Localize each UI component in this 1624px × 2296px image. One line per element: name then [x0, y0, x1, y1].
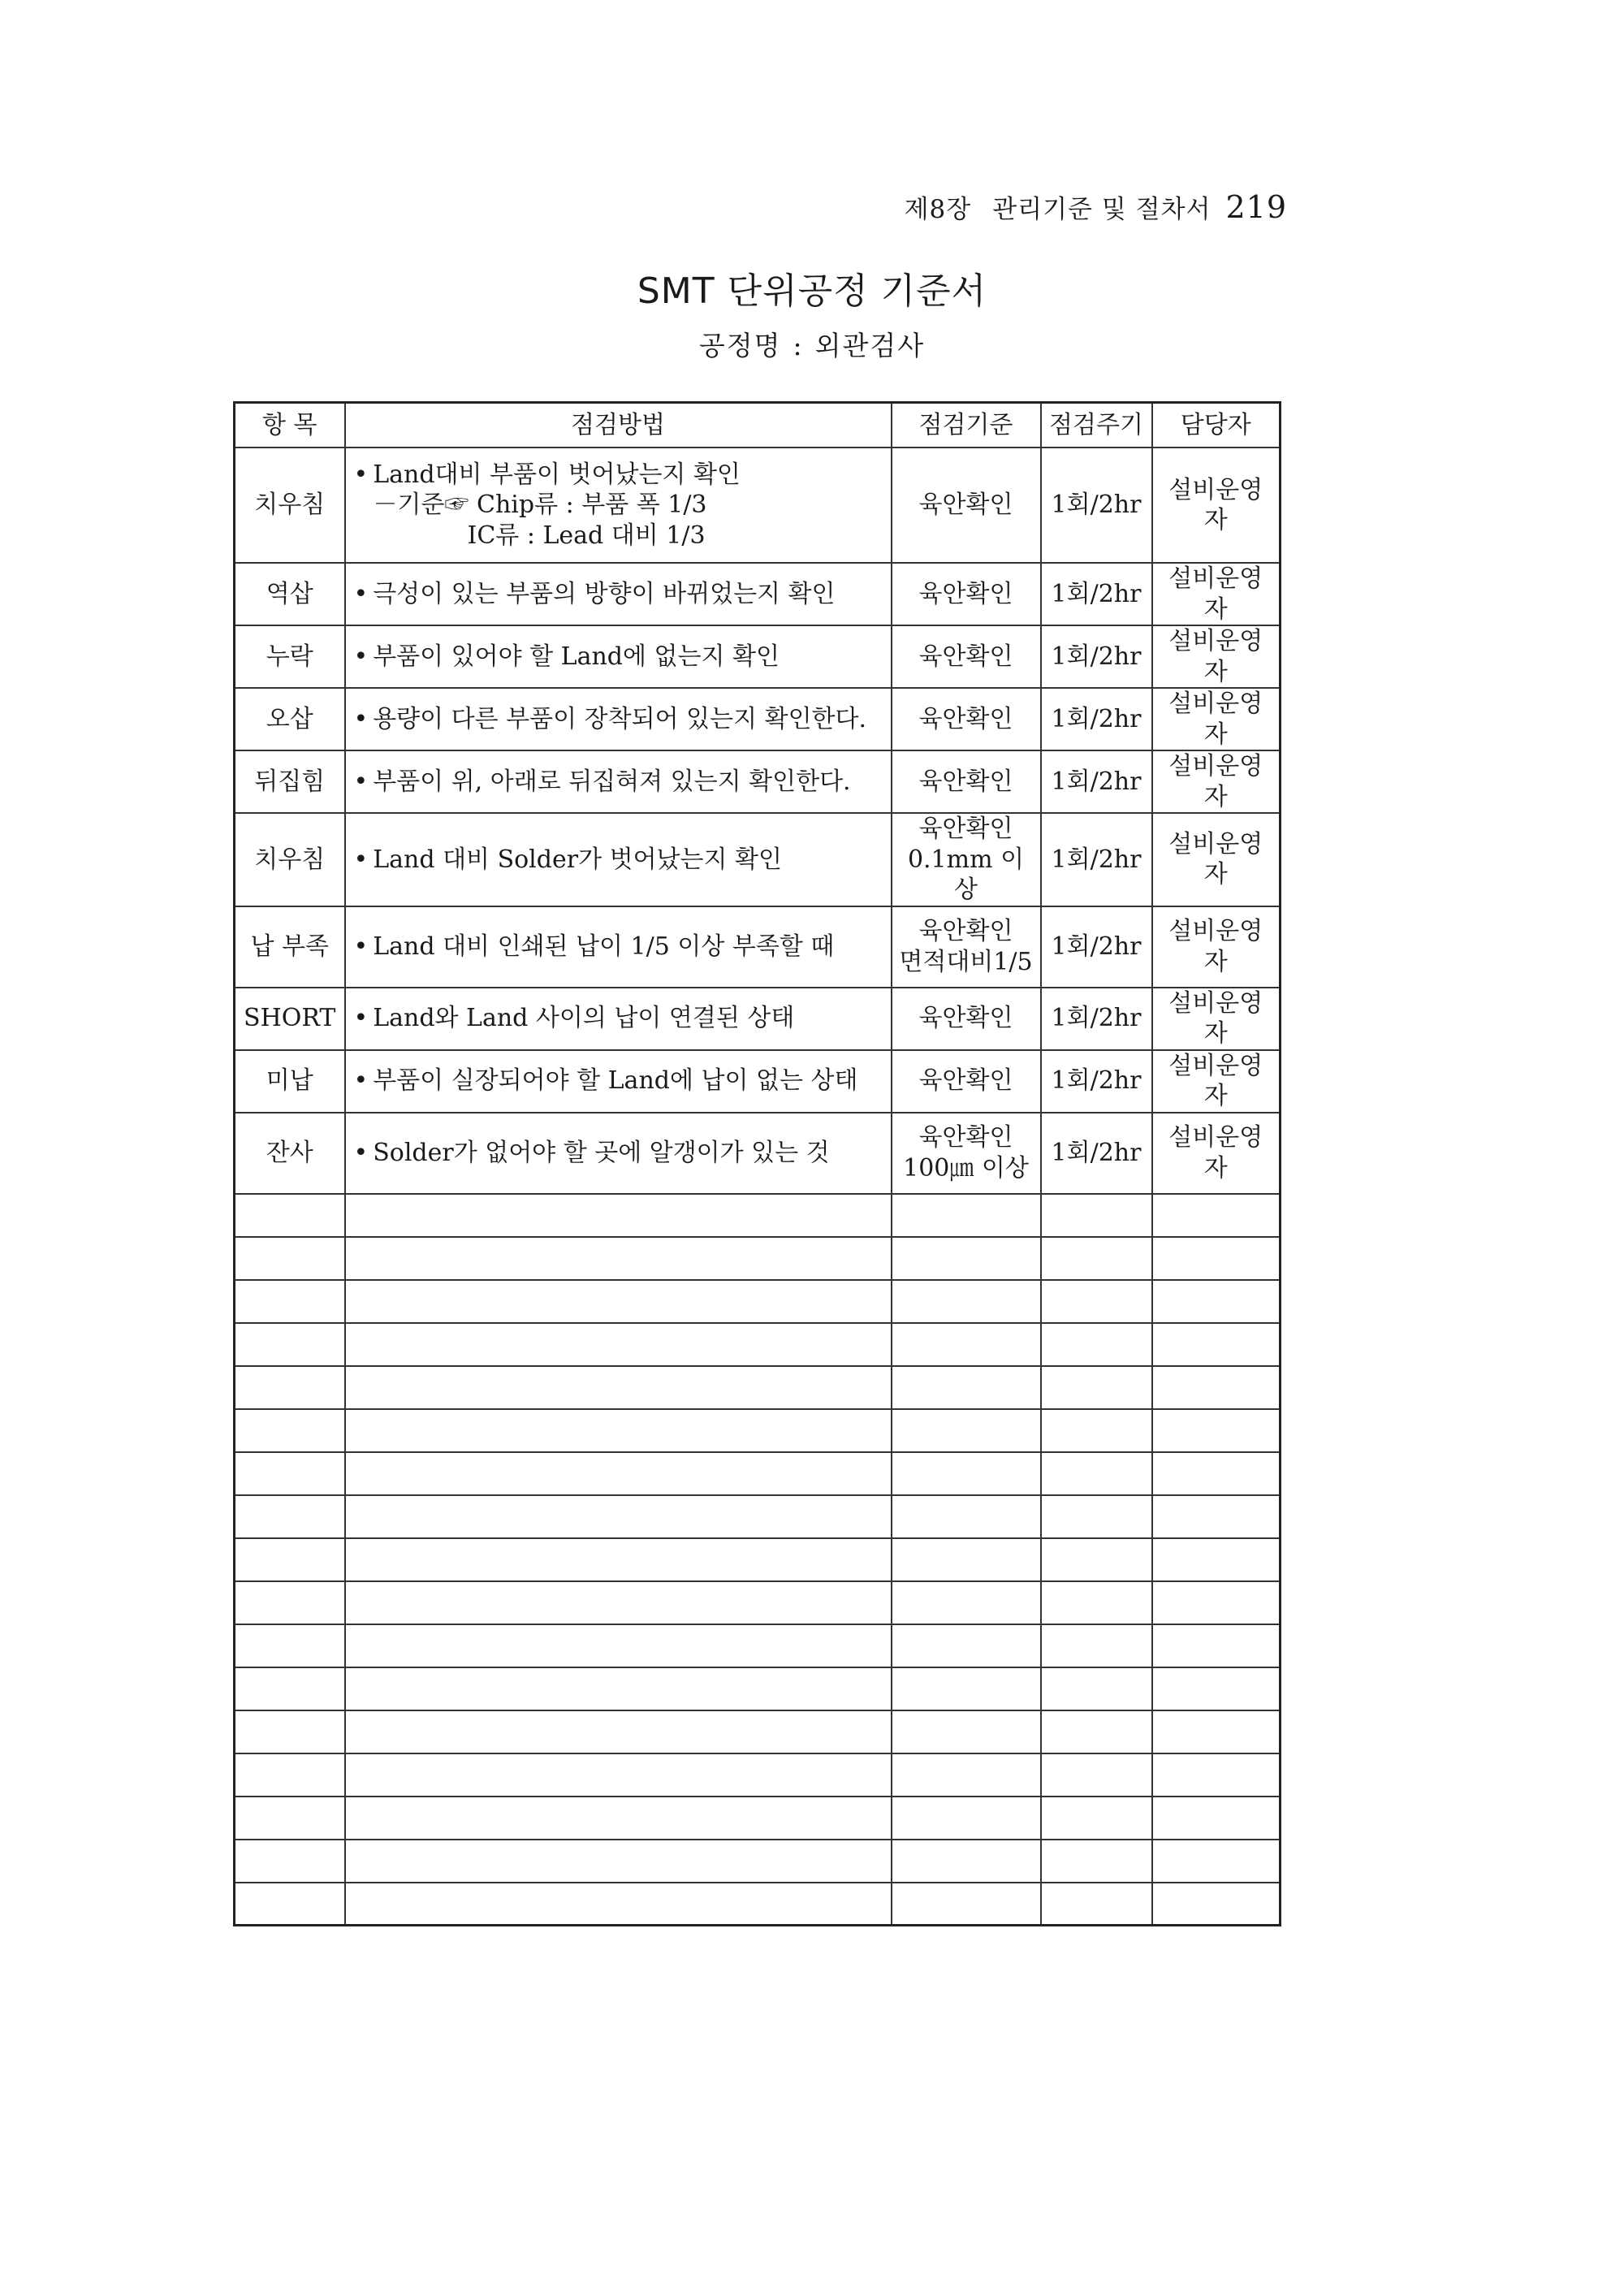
inspection-standard-table	[233, 401, 1281, 1926]
row-criteria	[892, 988, 1041, 1050]
empty-cell	[1152, 1366, 1281, 1409]
empty-cell	[345, 1194, 892, 1237]
row-method	[345, 988, 892, 1050]
criteria-text: 육안확인	[918, 917, 1013, 945]
empty-cell	[235, 1194, 345, 1237]
empty-cell	[235, 1538, 345, 1581]
empty-cell	[892, 1323, 1041, 1366]
method-text: • 용량이 다른 부품이 장착되어 있는지 확인한다.	[354, 704, 886, 735]
empty-cell	[1152, 1280, 1281, 1323]
criteria-text: 육안확인	[918, 491, 1013, 520]
table-row	[235, 988, 1281, 1050]
empty-cell	[1041, 1624, 1152, 1667]
empty-cell	[1041, 1538, 1152, 1581]
empty-cell	[1041, 1366, 1152, 1409]
method-sub-text: －기준☞ Chip류 : 부품 폭 1/3	[373, 491, 707, 520]
table-row	[235, 625, 1281, 688]
row-item: 치우침	[235, 813, 345, 906]
header-owner: 담당자	[1152, 403, 1281, 448]
criteria-text: 육안확인	[918, 1123, 1013, 1152]
row-item: SHORT	[235, 988, 345, 1050]
row-owner: 설비운영자	[1152, 448, 1281, 563]
row-item: 누락	[235, 625, 345, 688]
empty-cell	[892, 1581, 1041, 1624]
row-method	[345, 813, 892, 906]
row-cycle: 1회/2hr	[1041, 1050, 1152, 1113]
empty-cell	[1152, 1883, 1281, 1926]
empty-cell	[235, 1409, 345, 1452]
empty-cell	[235, 1710, 345, 1753]
empty-cell	[892, 1753, 1041, 1797]
row-criteria	[892, 448, 1041, 563]
table-row	[235, 813, 1281, 906]
row-method	[345, 1050, 892, 1113]
row-owner: 설비운영자	[1152, 750, 1281, 813]
empty-cell	[892, 1624, 1041, 1667]
empty-row	[235, 1538, 1281, 1581]
row-item: 납 부족	[235, 906, 345, 988]
criteria-text: 육안확인	[918, 642, 1013, 671]
row-method	[345, 688, 892, 750]
empty-cell	[345, 1753, 892, 1797]
row-criteria	[892, 625, 1041, 688]
empty-row	[235, 1237, 1281, 1280]
row-item: 역삽	[235, 563, 345, 625]
empty-cell	[1041, 1452, 1152, 1495]
empty-row	[235, 1409, 1281, 1452]
process-name: 외관검사	[814, 330, 926, 361]
empty-cell	[235, 1624, 345, 1667]
empty-cell	[892, 1280, 1041, 1323]
empty-cell	[235, 1883, 345, 1926]
process-label: 공정명	[698, 330, 782, 361]
empty-cell	[1041, 1753, 1152, 1797]
row-owner: 설비운영자	[1152, 906, 1281, 988]
section-title: 관리기준 및 절차서	[992, 195, 1212, 224]
empty-row	[235, 1323, 1281, 1366]
row-method	[345, 750, 892, 813]
row-method	[345, 906, 892, 988]
empty-row	[235, 1366, 1281, 1409]
empty-row	[235, 1280, 1281, 1323]
empty-row	[235, 1624, 1281, 1667]
empty-cell	[1041, 1840, 1152, 1883]
empty-cell	[345, 1581, 892, 1624]
method-text: • Land 대비 인쇄된 납이 1/5 이상 부족할 때	[354, 932, 886, 962]
empty-cell	[1041, 1883, 1152, 1926]
criteria-text: 100㎛ 이상	[903, 1153, 1029, 1183]
table-row	[235, 448, 1281, 563]
row-criteria	[892, 750, 1041, 813]
empty-cell	[892, 1840, 1041, 1883]
row-owner: 설비운영자	[1152, 625, 1281, 688]
empty-cell	[892, 1495, 1041, 1538]
empty-cell	[345, 1495, 892, 1538]
empty-row	[235, 1581, 1281, 1624]
table-row	[235, 906, 1281, 988]
row-criteria	[892, 906, 1041, 988]
criteria-text: 육안확인	[918, 767, 1013, 796]
row-item: 치우침	[235, 448, 345, 563]
empty-cell	[345, 1840, 892, 1883]
empty-cell	[1152, 1840, 1281, 1883]
empty-cell	[1152, 1409, 1281, 1452]
empty-cell	[235, 1840, 345, 1883]
row-method	[345, 1113, 892, 1194]
table-row	[235, 688, 1281, 750]
row-criteria	[892, 563, 1041, 625]
empty-row	[235, 1194, 1281, 1237]
row-cycle: 1회/2hr	[1041, 988, 1152, 1050]
row-method	[345, 563, 892, 625]
criteria-text: 육안확인	[918, 1004, 1013, 1033]
row-cycle: 1회/2hr	[1041, 563, 1152, 625]
empty-cell	[235, 1237, 345, 1280]
row-cycle: 1회/2hr	[1041, 625, 1152, 688]
empty-cell	[1152, 1710, 1281, 1753]
row-cycle: 1회/2hr	[1041, 750, 1152, 813]
empty-cell	[1152, 1797, 1281, 1840]
row-cycle: 1회/2hr	[1041, 1113, 1152, 1194]
empty-cell	[892, 1409, 1041, 1452]
empty-cell	[345, 1538, 892, 1581]
empty-cell	[1041, 1194, 1152, 1237]
row-item: 잔사	[235, 1113, 345, 1194]
criteria-text: 면적대비1/5	[899, 947, 1033, 976]
header-item: 항 목	[235, 403, 345, 448]
empty-cell	[345, 1237, 892, 1280]
empty-cell	[345, 1280, 892, 1323]
empty-cell	[892, 1366, 1041, 1409]
empty-cell	[1152, 1667, 1281, 1710]
method-text: • 부품이 위, 아래로 뒤집혀져 있는지 확인한다.	[354, 767, 886, 798]
empty-row	[235, 1710, 1281, 1753]
empty-cell	[1041, 1237, 1152, 1280]
row-method	[345, 625, 892, 688]
empty-cell	[235, 1366, 345, 1409]
empty-cell	[892, 1883, 1041, 1926]
empty-cell	[235, 1452, 345, 1495]
empty-cell	[1041, 1581, 1152, 1624]
empty-cell	[1041, 1323, 1152, 1366]
empty-cell	[1152, 1452, 1281, 1495]
empty-cell	[1041, 1797, 1152, 1840]
method-text: • 부품이 있어야 할 Land에 없는지 확인	[354, 642, 886, 672]
row-owner: 설비운영자	[1152, 1113, 1281, 1194]
row-item: 뒤집힘	[235, 750, 345, 813]
empty-cell	[235, 1753, 345, 1797]
method-text: • Land와 Land 사이의 납이 연결된 상태	[354, 1003, 886, 1034]
empty-cell	[1152, 1194, 1281, 1237]
empty-cell	[345, 1797, 892, 1840]
header-criteria: 점검기준	[892, 403, 1041, 448]
method-text: • Solder가 없어야 할 곳에 알갱이가 있는 것	[354, 1138, 886, 1169]
header-method: 점검방법	[345, 403, 892, 448]
empty-cell	[1041, 1280, 1152, 1323]
empty-cell	[1041, 1710, 1152, 1753]
empty-cell	[345, 1667, 892, 1710]
empty-row	[235, 1495, 1281, 1538]
empty-cell	[235, 1323, 345, 1366]
empty-cell	[235, 1581, 345, 1624]
empty-cell	[345, 1883, 892, 1926]
document-title: SMT 단위공정 기준서	[637, 270, 987, 312]
empty-row	[235, 1840, 1281, 1883]
empty-cell	[345, 1710, 892, 1753]
row-criteria	[892, 813, 1041, 906]
empty-cell	[345, 1409, 892, 1452]
row-owner: 설비운영자	[1152, 813, 1281, 906]
criteria-text: 육안확인	[918, 815, 1013, 843]
criteria-text: 육안확인	[918, 579, 1013, 608]
empty-cell	[235, 1280, 345, 1323]
empty-cell	[892, 1538, 1041, 1581]
row-owner: 설비운영자	[1152, 688, 1281, 750]
empty-cell	[1041, 1409, 1152, 1452]
empty-cell	[892, 1667, 1041, 1710]
method-text: • Land대비 부품이 벗어났는지 확인	[354, 460, 886, 491]
empty-cell	[1152, 1753, 1281, 1797]
row-cycle: 1회/2hr	[1041, 813, 1152, 906]
empty-cell	[892, 1797, 1041, 1840]
row-item: 오삽	[235, 688, 345, 750]
empty-cell	[345, 1366, 892, 1409]
empty-cell	[892, 1194, 1041, 1237]
empty-cell	[892, 1237, 1041, 1280]
row-method	[345, 448, 892, 563]
table-row	[235, 1113, 1281, 1194]
empty-cell	[1041, 1667, 1152, 1710]
empty-cell	[892, 1710, 1041, 1753]
table-row	[235, 1050, 1281, 1113]
table-row	[235, 750, 1281, 813]
empty-row	[235, 1452, 1281, 1495]
row-criteria	[892, 1050, 1041, 1113]
empty-row	[235, 1797, 1281, 1840]
method-text: • 극성이 있는 부품의 방향이 바뀌었는지 확인	[354, 579, 886, 610]
empty-row	[235, 1667, 1281, 1710]
criteria-text: 육안확인	[918, 704, 1013, 733]
row-criteria	[892, 1113, 1041, 1194]
table-row	[235, 563, 1281, 625]
empty-cell	[1152, 1495, 1281, 1538]
row-owner: 설비운영자	[1152, 1050, 1281, 1113]
row-cycle: 1회/2hr	[1041, 448, 1152, 563]
empty-cell	[345, 1323, 892, 1366]
method-text: • Land 대비 Solder가 벗어났는지 확인	[354, 845, 886, 876]
empty-cell	[235, 1495, 345, 1538]
row-owner: 설비운영자	[1152, 988, 1281, 1050]
empty-row	[235, 1753, 1281, 1797]
row-criteria	[892, 688, 1041, 750]
criteria-text: 육안확인	[918, 1066, 1013, 1096]
empty-cell	[1152, 1581, 1281, 1624]
empty-cell	[1041, 1495, 1152, 1538]
running-header	[905, 188, 1287, 225]
row-cycle: 1회/2hr	[1041, 688, 1152, 750]
process-separator: :	[793, 330, 804, 361]
empty-cell	[235, 1667, 345, 1710]
criteria-text: 0.1mm 이상	[907, 845, 1025, 904]
empty-cell	[1152, 1323, 1281, 1366]
empty-cell	[345, 1452, 892, 1495]
empty-cell	[235, 1797, 345, 1840]
table-header-row	[235, 403, 1281, 448]
chapter-label: 제8장	[904, 195, 972, 224]
table-body	[235, 448, 1281, 1926]
empty-cell	[1152, 1624, 1281, 1667]
empty-cell	[892, 1452, 1041, 1495]
row-cycle: 1회/2hr	[1041, 906, 1152, 988]
empty-row	[235, 1883, 1281, 1926]
empty-cell	[1152, 1538, 1281, 1581]
row-owner: 설비운영자	[1152, 563, 1281, 625]
method-sub-text: IC류 : Lead 대비 1/3	[467, 521, 706, 550]
empty-cell	[1152, 1237, 1281, 1280]
header-cycle: 점검주기	[1041, 403, 1152, 448]
method-text: • 부품이 실장되어야 할 Land에 납이 없는 상태	[354, 1066, 886, 1096]
row-item: 미납	[235, 1050, 345, 1113]
empty-cell	[345, 1624, 892, 1667]
page-number: 219	[1225, 189, 1287, 225]
process-name-line	[0, 325, 1624, 363]
